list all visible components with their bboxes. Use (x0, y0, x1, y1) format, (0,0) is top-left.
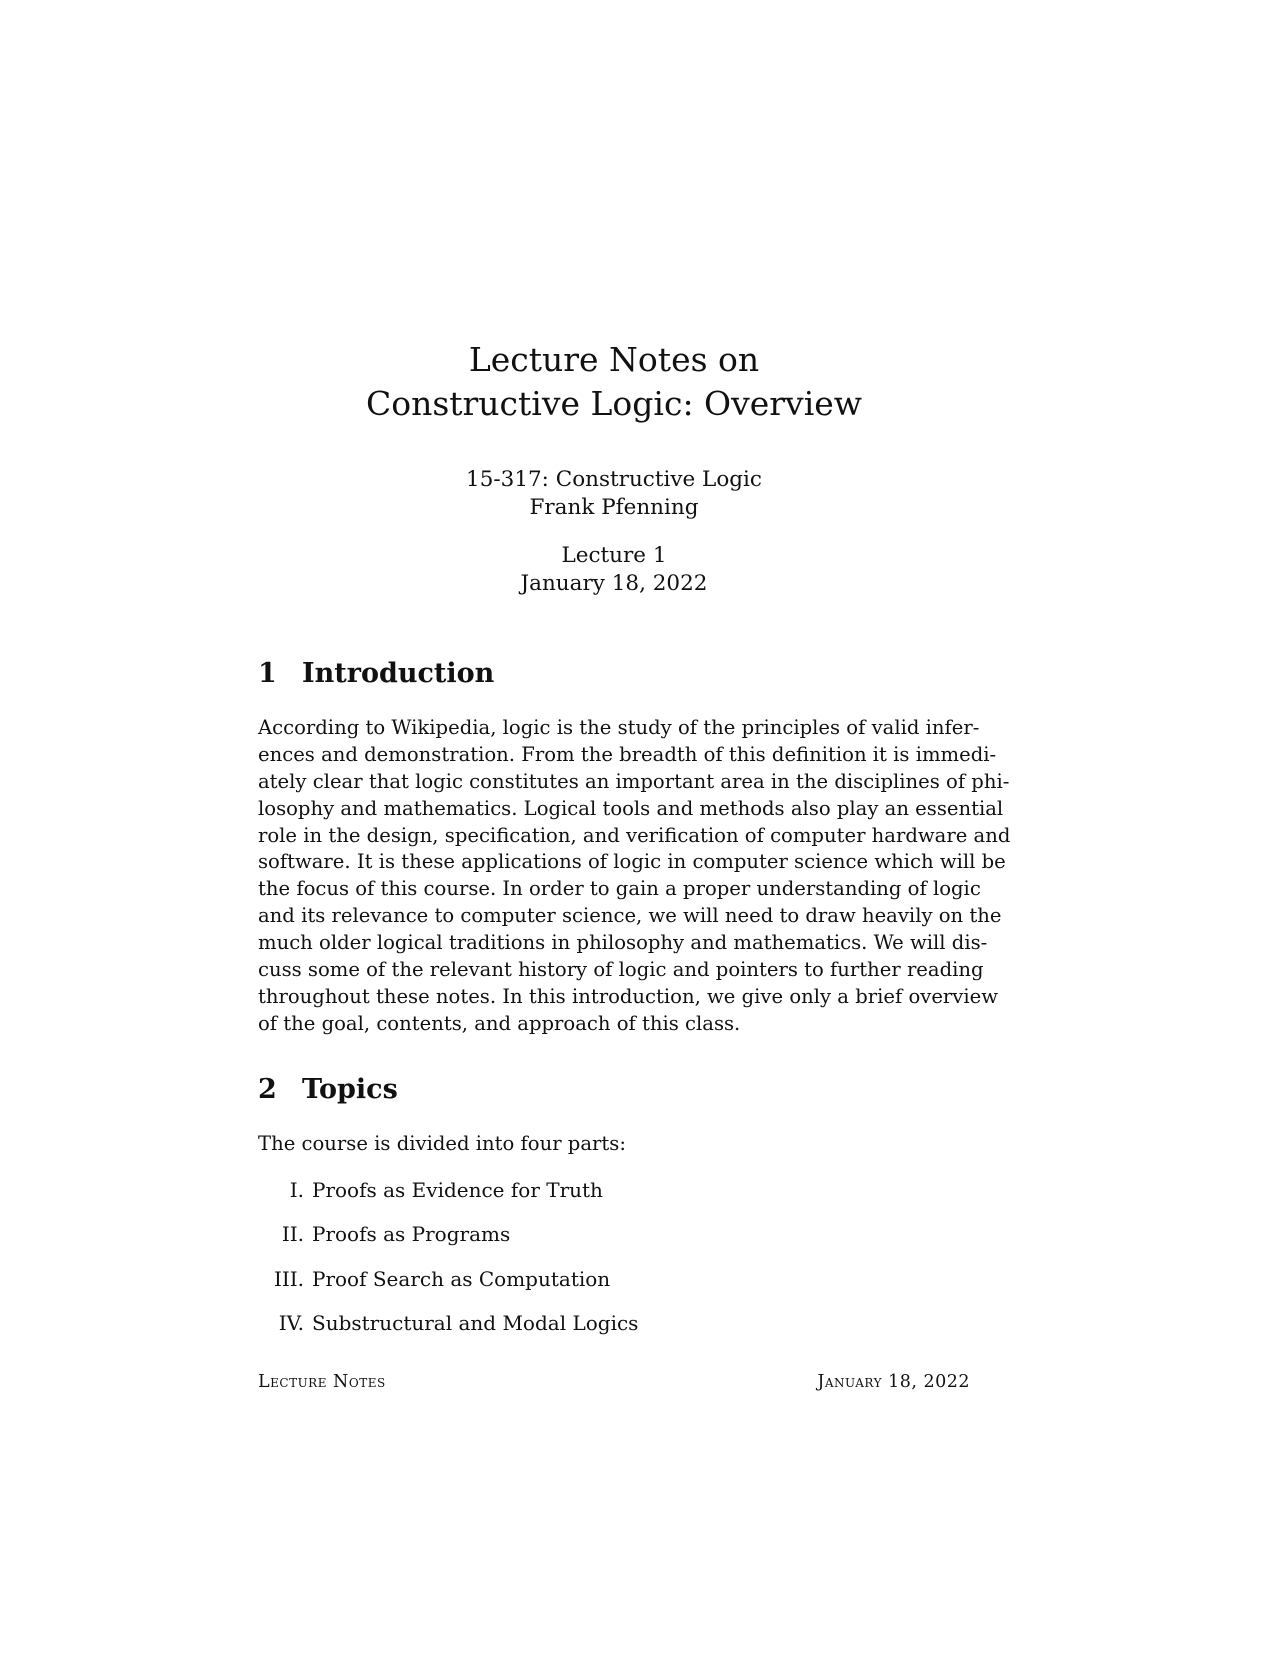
section-title: Introduction (302, 658, 495, 689)
lecture-info (0, 542, 1228, 597)
topics-intro (258, 1131, 970, 1158)
paragraph-line: much older logical traditions in philosophy and mathematics. We will dis- (258, 931, 988, 955)
paragraph-line: losophy and mathematics. Logical tools and methods also play an essential (258, 796, 1004, 820)
list-numeral: I. (289, 1178, 304, 1202)
list-text: Proofs as Programs (312, 1222, 511, 1246)
paragraph-line: and its relevance to computer science, we will need to draw heavily on the (258, 904, 1002, 928)
lecture-date: January 18, 2022 (520, 570, 708, 596)
footer-left: Lecture Notes (258, 1372, 386, 1392)
paragraph-line: the focus of this course. In order to gain a proper understanding of logic (258, 877, 981, 901)
paragraph-line: throughout these notes. In this introduction, we give only a brief overview (258, 984, 998, 1008)
author: Frank Pfenning (529, 494, 699, 520)
footer-right: January 18, 2022 (817, 1372, 970, 1392)
paragraph-line: cuss some of the relevant history of logic and pointers to further reading (258, 958, 984, 982)
list-numeral: III. (273, 1267, 304, 1291)
list-text: Proof Search as Computation (312, 1267, 611, 1291)
paragraph-line: role in the design, specification, and verification of computer hardware and (258, 823, 1011, 847)
list-item (258, 1266, 610, 1292)
topics-intro-text: The course is divided into four parts: (258, 1132, 626, 1155)
course-info (0, 466, 1228, 521)
section-heading-topics (258, 1074, 398, 1105)
lecture-number: Lecture 1 (561, 543, 667, 568)
list-text: Proofs as Evidence for Truth (312, 1178, 603, 1202)
course-name: 15-317: Constructive Logic (466, 467, 762, 492)
introduction-paragraph (258, 715, 1011, 1038)
document-title (0, 338, 1228, 426)
title-line-2: Constructive Logic: Overview (365, 384, 863, 423)
paragraph-line: software. It is these applications of logic in computer science which will be (258, 850, 1006, 874)
list-numeral: II. (281, 1222, 304, 1246)
list-item (258, 1310, 638, 1336)
paragraph-line: ences and demonstration. From the breadth of this definition it is immedi- (258, 742, 997, 766)
list-item (258, 1177, 603, 1203)
list-text: Substructural and Modal Logics (312, 1311, 639, 1335)
section-number: 2 (258, 1074, 277, 1105)
paragraph-line: According to Wikipedia, logic is the study of the principles of valid infer- (258, 716, 980, 739)
list-item (258, 1221, 510, 1247)
paragraph-line: of the goal, contents, and approach of this class. (258, 1011, 741, 1035)
section-title: Topics (302, 1074, 398, 1105)
list-numeral: IV. (278, 1311, 304, 1335)
paragraph-line: ately clear that logic constitutes an important area in the disciplines of phi- (258, 769, 1010, 793)
section-heading-introduction (258, 658, 494, 689)
title-line-1: Lecture Notes on (468, 340, 760, 379)
section-number: 1 (258, 658, 277, 689)
